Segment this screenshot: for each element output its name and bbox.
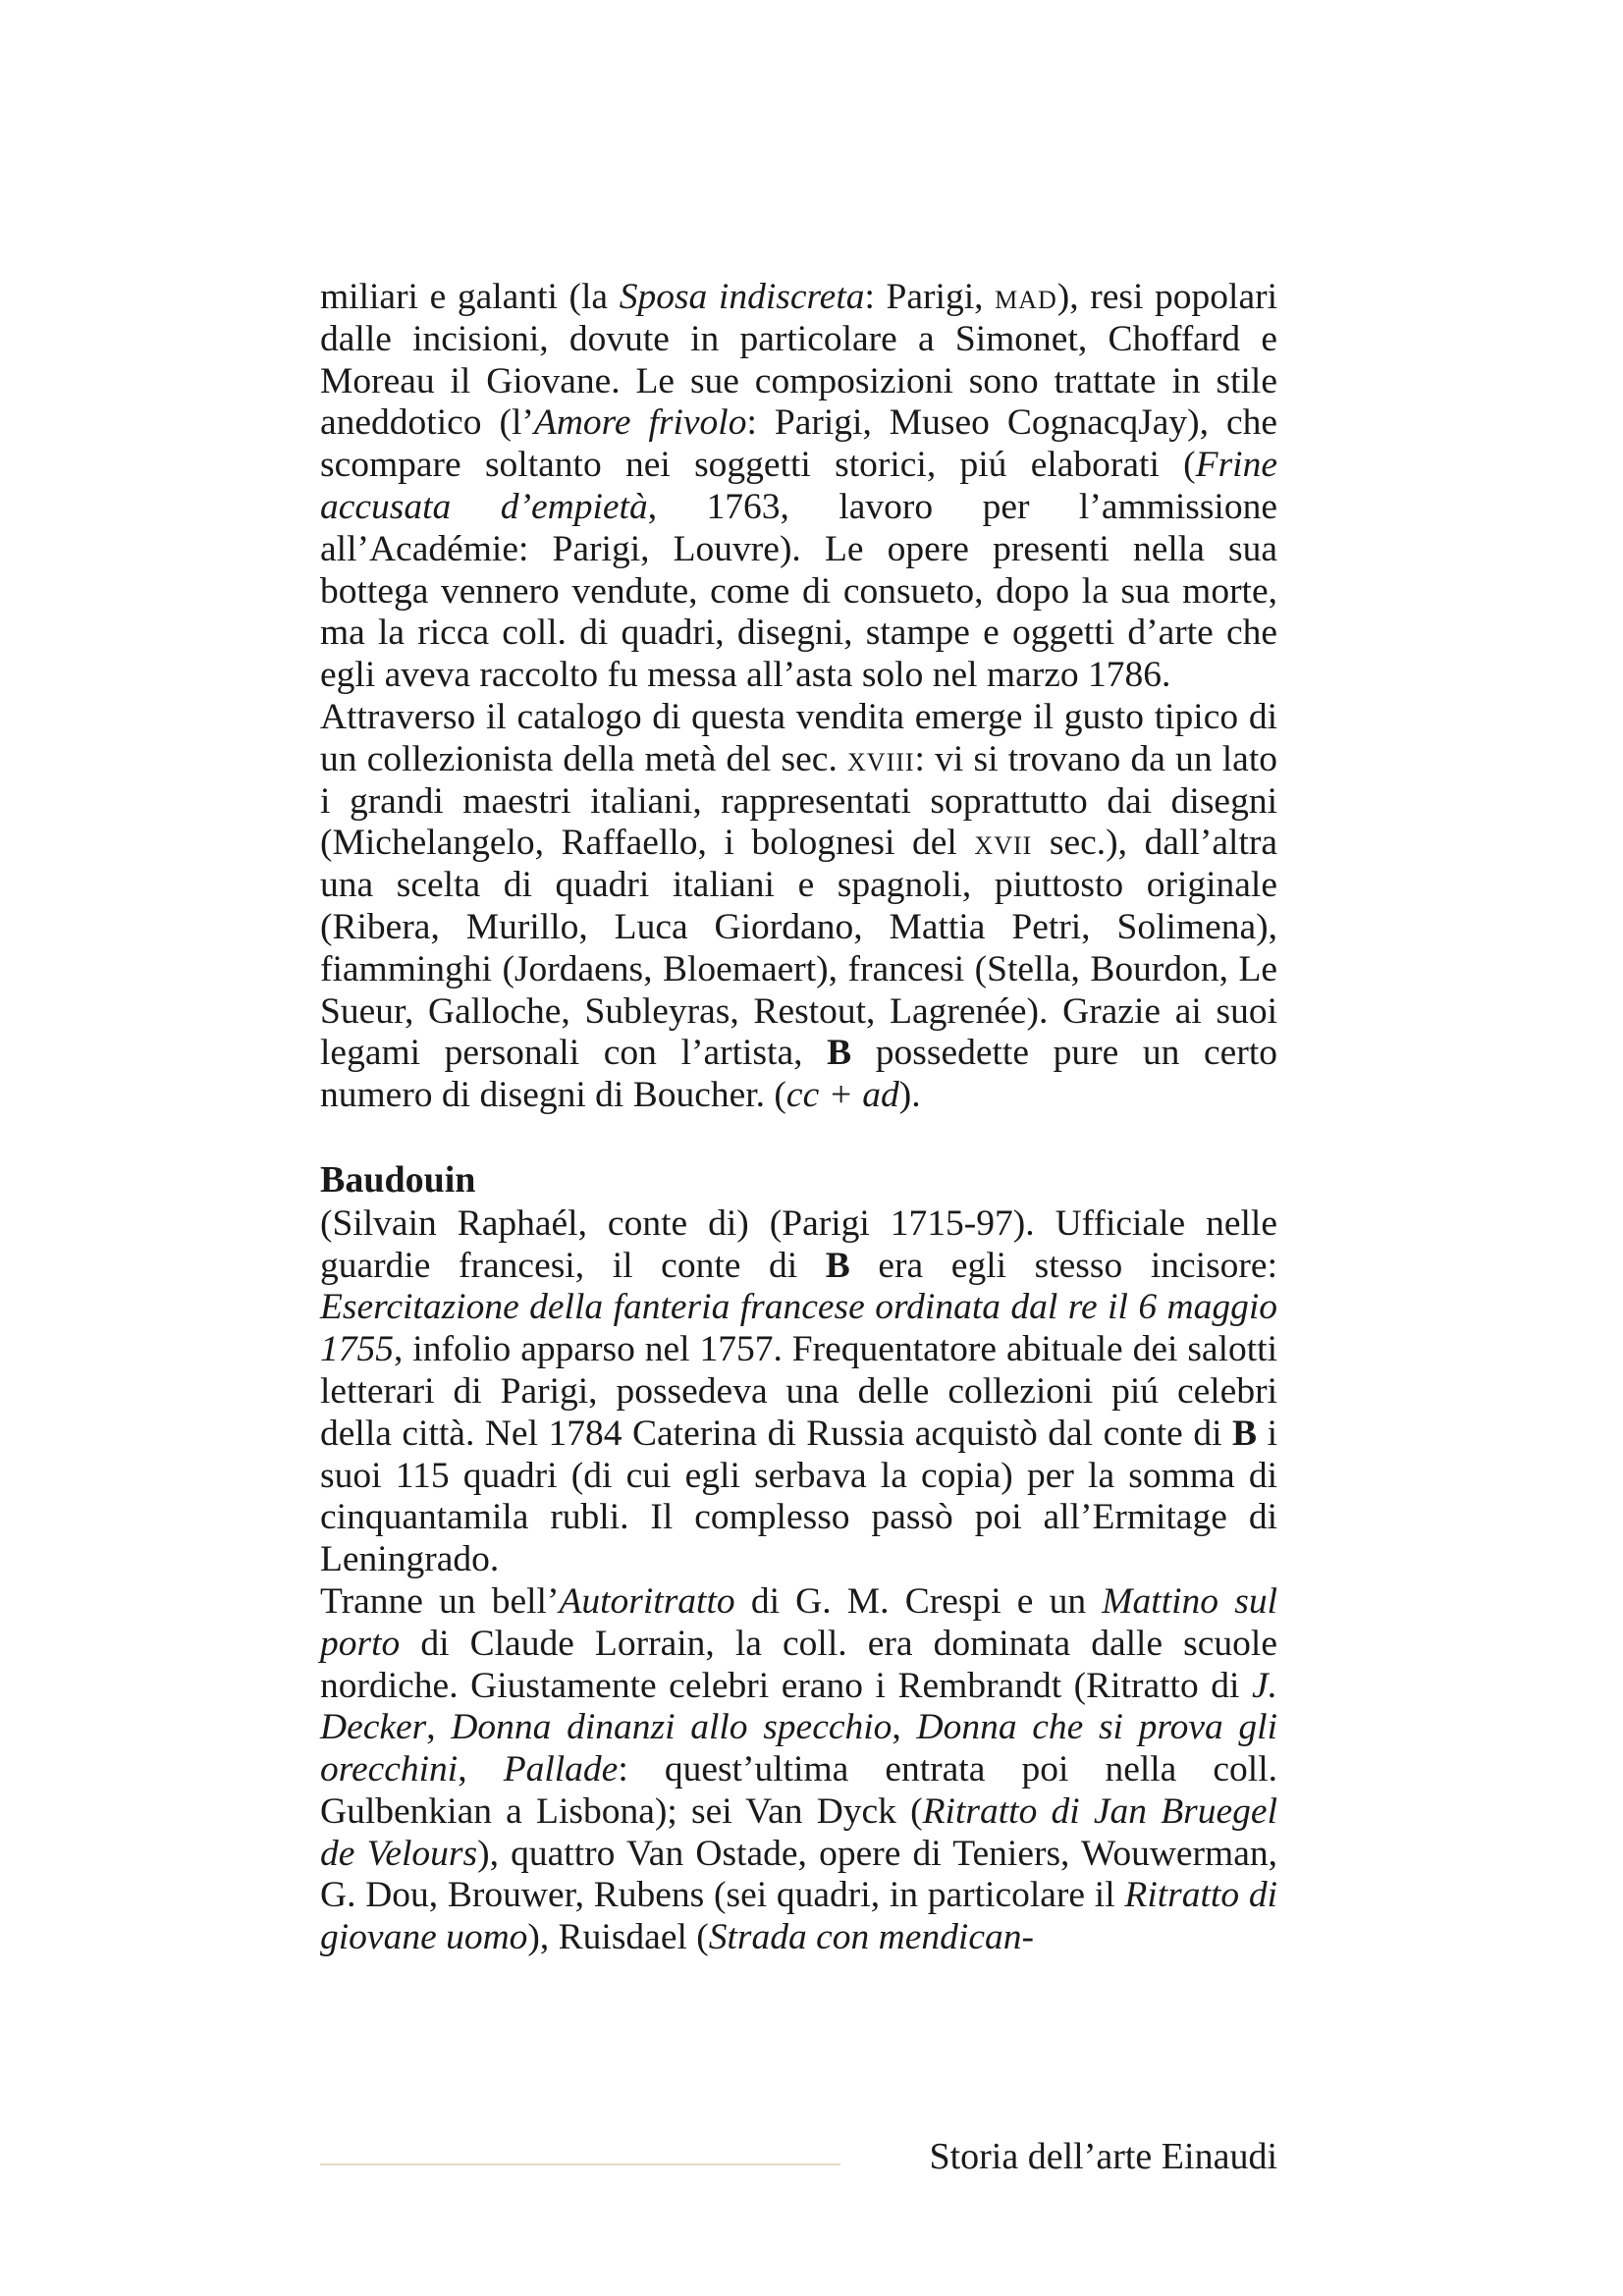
italic-title: Sposa indiscreta	[619, 277, 865, 317]
text-run: ), resi popolari dalle incisioni, dovute in particolare a Simonet, Choffard e Moreau il Giovane. Le sue composizioni sono trattate in stile aneddotico (l’	[320, 277, 1277, 444]
text-run: di Claude Lorrain, la coll. era dominata dalle scuole nordiche. Giustamente celebri erano i Rembrandt (Ritratto di	[320, 1623, 1277, 1706]
page-body	[320, 277, 1277, 1959]
text-run: ), Ruisdael (	[527, 1917, 709, 1958]
text-run: : Parigi, Museo CognacqJay), che scompare soltanto nei soggetti storici, piú elaborati (	[320, 402, 1278, 486]
text-run: , 1763, lavoro per l’ammissione all’Académie: Parigi, Louvre). Le opere presenti nella sua bottega vennero vendute, come di consueto, dopo la sua morte, ma la ricca coll. di quadri, disegni, stampe e oggetti d’arte che egli aveva raccolto fu messa all’asta solo nel marzo 1786.	[320, 486, 1277, 696]
bold-abbrev: B	[827, 1033, 852, 1074]
roman-century: xviii	[847, 738, 915, 779]
text-run: ,	[458, 1749, 504, 1790]
text-run: era egli stesso incisore:	[849, 1245, 1277, 1286]
text-run: : Parigi,	[864, 277, 996, 317]
text-run: i suoi 115 quadri (di cui egli serbava la copia) per la somma di cinquantamila rubli. Il complesso passò poi all’Ermitage di Leningrado.	[320, 1413, 1277, 1580]
page-footer	[320, 2132, 1277, 2181]
text-run: possedette pure un certo numero di disegni di Boucher. (	[320, 1033, 1277, 1116]
paragraph-4	[320, 1581, 1277, 1959]
paragraph-3	[320, 1203, 1277, 1581]
text-run: di G. M. Crespi e un	[734, 1580, 1103, 1622]
text-run: : vi si trovano da un lato i grandi maestri italiani, rappresentati soprattutto dai disegni (Michelangelo, Raffaello, i bolognesi del	[320, 738, 1277, 864]
text-run: (Silvain Raphaél, conte di) (Parigi 1715-97). Ufficiale nelle guardie francesi, il conte di	[320, 1202, 1277, 1286]
text-run: Tranne un bell’	[320, 1580, 560, 1622]
bold-abbrev: B	[1232, 1413, 1258, 1454]
text-run: miliari e galanti (la	[320, 277, 620, 317]
text-run: sec.), dall’altra una scelta di quadri italiani e spagnoli, piuttosto originale (Ribera, Murillo, Luca Giordano, Mattia Petri, Solimena), fiamminghi (Jordaens, Bloemaert), francesi (Stella, Bourdon, Le Sueur, Galloche, Subleyras, Restout, Lagrenée). Grazie ai suoi legami personali con l’artista,	[320, 823, 1277, 1074]
italic-title: Ritratto di Jan Bruegel de Velours	[320, 1790, 1277, 1874]
text-run: ,	[892, 1707, 917, 1748]
text-run: ,	[426, 1707, 452, 1748]
italic-title: Donna dinanzi allo specchio	[451, 1707, 893, 1748]
entry-heading: Baudouin	[320, 1158, 476, 1201]
italic-title: J. Decker	[320, 1665, 1277, 1748]
italic-title: Ritratto di giovane uomo	[320, 1875, 1278, 1958]
italic-title: Strada con mendican-	[708, 1917, 1034, 1958]
author-initials: cc + ad	[785, 1075, 899, 1116]
italic-title: Esercitazione della fanteria francese ordinata dal re il 6 maggio 1755	[320, 1287, 1277, 1370]
text-run: , infolio apparso nel 1757. Frequentatore abituale dei salotti letterari di Parigi, possedeva una delle collezioni piú celebri della città. Nel 1784 Caterina di Russia acquistò dal conte di	[320, 1329, 1277, 1454]
paragraph-1	[320, 277, 1277, 697]
italic-title: Frine accusata d’empietà	[320, 445, 1277, 527]
roman-century: xvii	[974, 823, 1033, 864]
publication-title: Storia dell’arte Einaudi	[929, 2136, 1277, 2177]
small-caps-abbrev: mad	[995, 277, 1057, 317]
text-run: Attraverso il catalogo di questa vendita emerge il gusto tipico di un collezionista della metà del sec.	[320, 696, 1277, 779]
text-run: ), quattro Van Ostade, opere di Teniers, Wouwerman, G. Dou, Brouwer, Rubens (sei quadri, in particolare il	[320, 1833, 1277, 1916]
italic-title: Autoritratto	[559, 1580, 735, 1622]
bold-abbrev: B	[825, 1245, 850, 1286]
italic-title: Amore frivolo	[533, 402, 747, 444]
text-run: ).	[898, 1075, 921, 1116]
paragraph-2	[320, 697, 1277, 1117]
italic-title: Pallade	[503, 1749, 619, 1790]
italic-title: Mattino sul porto	[320, 1580, 1277, 1664]
italic-title: Donna che si prova gli orecchini	[320, 1707, 1278, 1790]
text-run: : quest’ultima entrata poi nella coll. Gulbenkian a Lisbona); sei Van Dyck (	[320, 1749, 1277, 1832]
footer-rule	[320, 2163, 840, 2165]
